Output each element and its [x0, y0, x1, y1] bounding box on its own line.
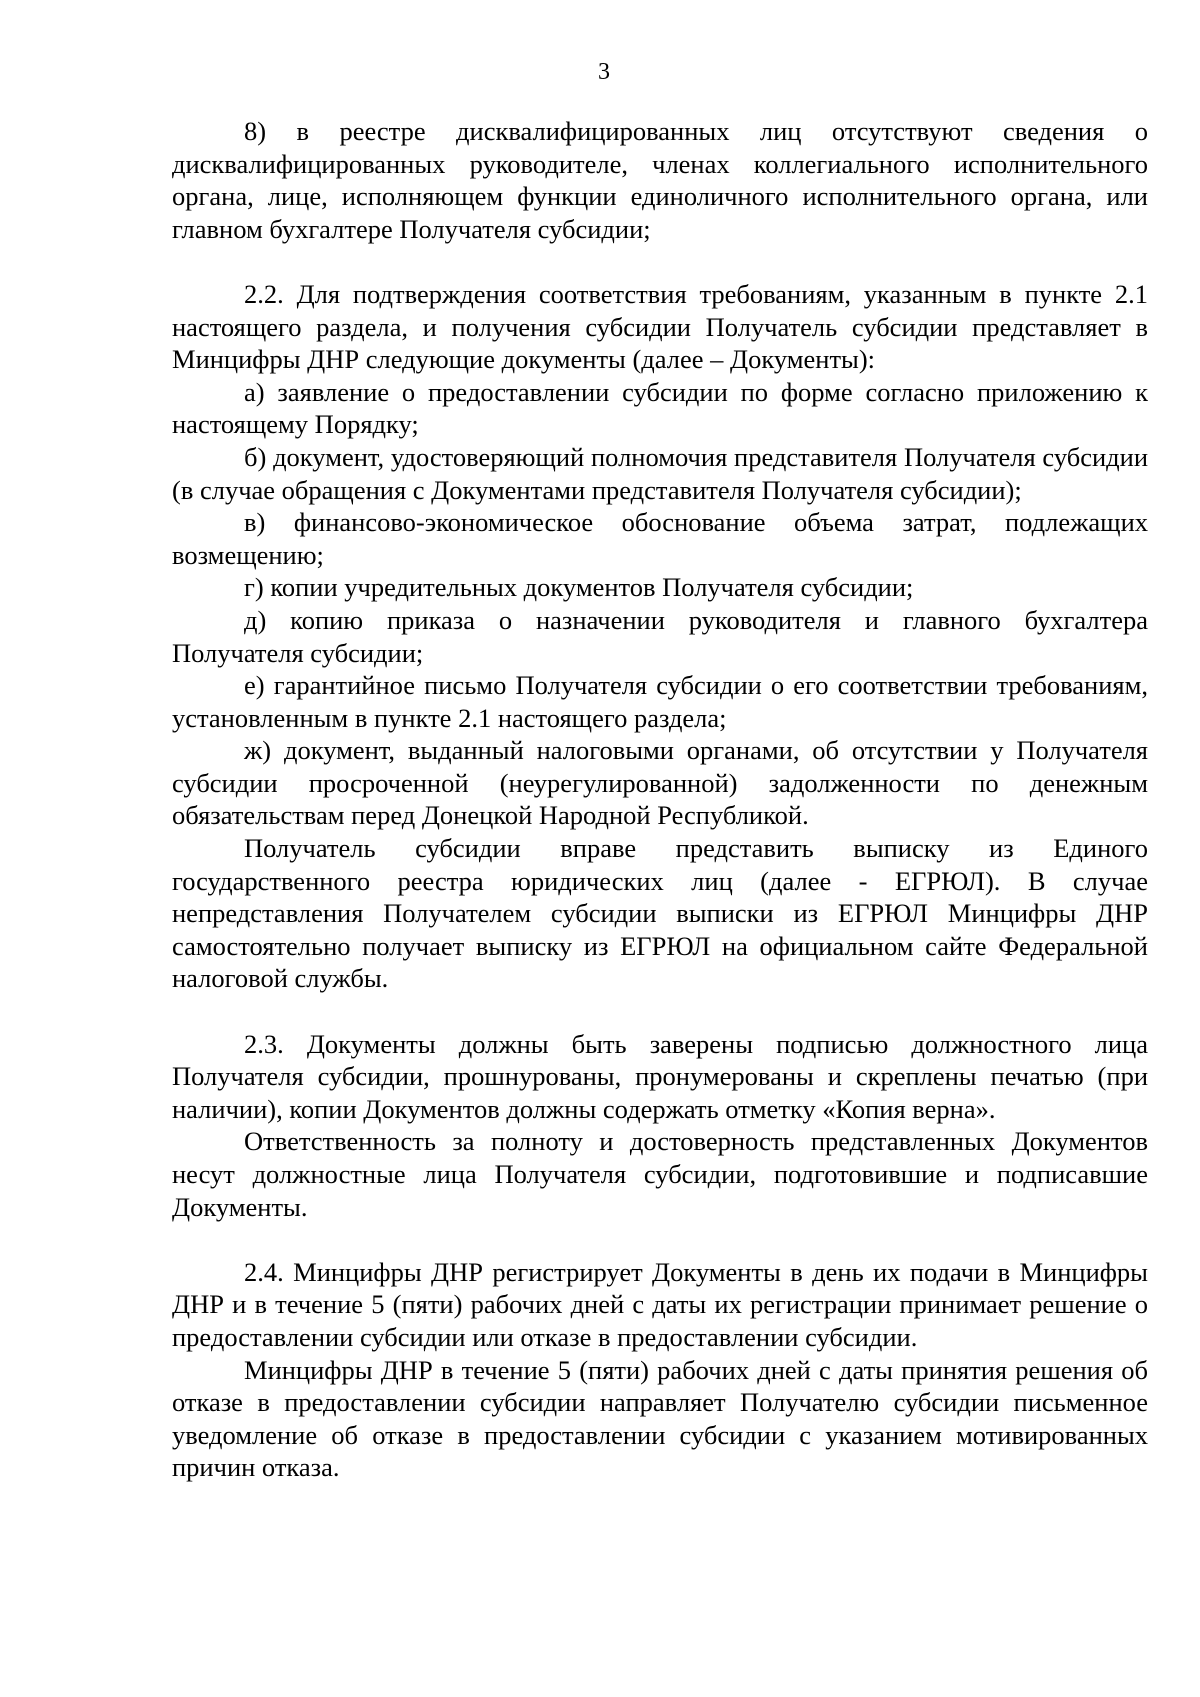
list-item-e: е) гарантийное письмо Получателя субсидии о его соответствии требованиям, установленным в пункте 2.1 настоящего раздела;: [172, 670, 1148, 733]
egrul-extract-paragraph: Получатель субсидии вправе представить выписку из Единого государственного реестра юридических лиц (далее - ЕГРЮЛ). В случае непредставления Получателем субсидии выписки из ЕГРЮЛ Минцифры ДНР самостоятельно получает выписку из ЕГРЮЛ на официальном сайте Федеральной налоговой службы.: [172, 833, 1148, 994]
list-item-d: д) копию приказа о назначении руководителя и главного бухгалтера Получателя субсидии;: [172, 604, 1148, 668]
list-item-zh: ж) документ, выданный налоговыми органами, об отсутствии у Получателя субсидии просроченной (неурегулированной) задолженности по денежным обязательствам перед Донецкой Народной Республикой.: [172, 735, 1148, 831]
clause-2-4: 2.4. Минцифры ДНР регистрирует Документы в день их подачи в Минцифры ДНР и в течение 5 (пяти) рабочих дней с даты их регистрации принимает решение о предоставлении субсидии или отказе в предоставлении субсидии.: [172, 1256, 1148, 1352]
page-number: 3: [598, 59, 610, 85]
refusal-notice-paragraph: Минцифры ДНР в течение 5 (пяти) рабочих дней с даты принятия решения об отказе в предоставлении субсидии направляет Получателю субсидии письменное уведомление об отказе в предоставлении субсидии с указанием мотивированных причин отказа.: [172, 1354, 1148, 1483]
document-body: [172, 115, 1148, 1484]
responsibility-paragraph: Ответственность за полноту и достоверность представленных Документов несут должностные лица Получателя субсидии, подготовившие и подписавшие Документы.: [172, 1126, 1148, 1222]
clause-2-3: 2.3. Документы должны быть заверены подписью должностного лица Получателя субсидии, прошнурованы, пронумерованы и скреплены печатью (при наличии), копии Документов должны содержать отметку «Копия верна».: [172, 1028, 1148, 1124]
list-item-a: а) заявление о предоставлении субсидии по форме согласно приложению к настоящему Порядку;: [172, 376, 1148, 440]
list-item-v: в) финансово-экономическое обоснование объема затрат, подлежащих возмещению;: [172, 507, 1148, 570]
item-8-disqualified-persons: 8) в реестре дисквалифицированных лиц отсутствуют сведения о дисквалифицированных руководителе, членах коллегиального исполнительного органа, лице, исполняющем функции единоличного исполнительного органа, или главном бухгалтере Получателя субсидии;: [172, 116, 1148, 244]
clause-2-2-intro: 2.2. Для подтверждения соответствия требованиям, указанным в пункте 2.1 настоящего раздела, и получения субсидии Получатель субсидии представляет в Минцифры ДНР следующие документы (далее – Документы):: [172, 278, 1148, 375]
list-item-b: б) документ, удостоверяющий полномочия представителя Получателя субсидии (в случае обращения с Документами представителя Получателя субсидии);: [172, 441, 1148, 505]
list-item-g: г) копии учредительных документов Получателя субсидии;: [244, 572, 914, 603]
